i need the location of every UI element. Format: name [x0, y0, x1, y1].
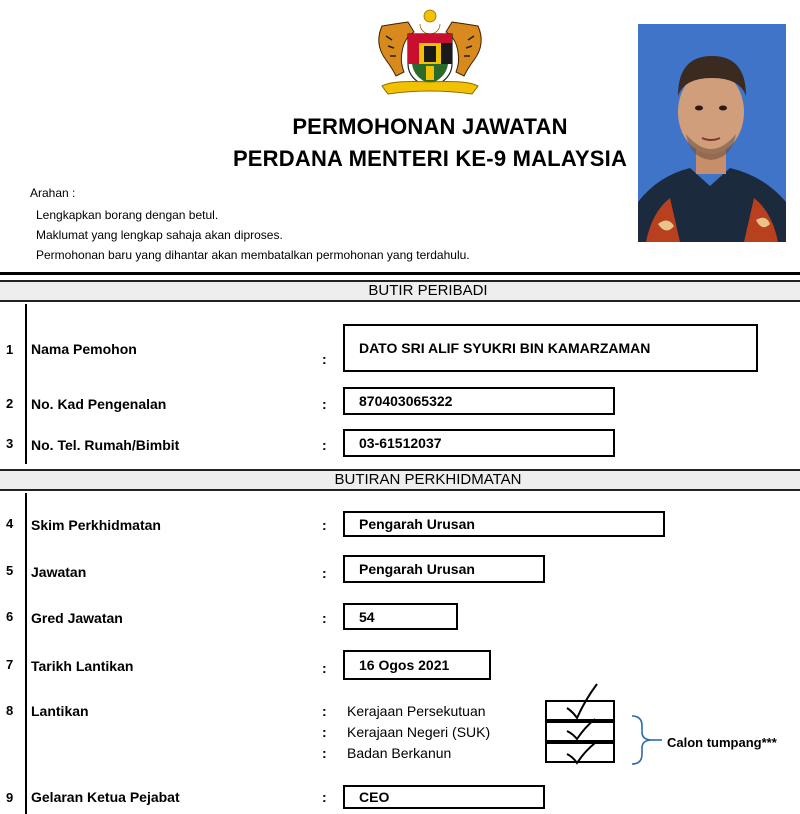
row-number: 6	[6, 609, 14, 624]
row-number: 7	[6, 657, 14, 672]
field-label-appointment-date: Tarikh Lantikan	[31, 658, 134, 674]
row-number: 5	[6, 563, 14, 578]
service-scheme-field[interactable]: Pengarah Urusan	[343, 511, 665, 537]
row-number: 9	[6, 790, 14, 805]
colon: :	[322, 789, 327, 805]
option-state-government: Kerajaan Negeri (SUK)	[347, 724, 491, 740]
field-label-grade: Gred Jawatan	[31, 610, 123, 626]
ic-number-field[interactable]: 870403065322	[343, 387, 615, 415]
grade-field[interactable]: 54	[343, 603, 458, 630]
field-label-office-head: Gelaran Ketua Pejabat	[31, 789, 180, 805]
colon: :	[322, 703, 327, 719]
applicant-name-field[interactable]: DATO SRI ALIF SYUKRI BIN KAMARZAMAN	[343, 324, 758, 372]
phone-field[interactable]: 03-61512037	[343, 429, 615, 457]
row-number: 8	[6, 703, 14, 718]
checkmarks-icon	[545, 682, 625, 768]
row-number: 1	[6, 342, 14, 357]
form-title-line2: PERDANA MENTERI KE-9 MALAYSIA	[232, 146, 628, 171]
colon: :	[322, 565, 327, 581]
option-statutory-body: Badan Berkanun	[347, 745, 452, 761]
appointment-date-field[interactable]: 16 Ogos 2021	[343, 650, 491, 680]
colon: :	[322, 724, 327, 740]
section-header-personal: BUTIR PERIBADI	[0, 280, 800, 302]
row-number: 3	[6, 436, 14, 451]
colon: :	[322, 610, 327, 626]
bracket-icon	[624, 712, 664, 768]
row-number: 2	[6, 396, 14, 411]
form-title-line1: PERMOHONAN JAWATAN	[292, 114, 568, 139]
calon-tumpang-note: Calon tumpang***	[667, 735, 777, 750]
field-label-appointment: Lantikan	[31, 703, 89, 719]
field-label-name: Nama Pemohon	[31, 341, 137, 357]
colon: :	[322, 351, 327, 367]
left-border	[25, 493, 27, 814]
instruction-item: Maklumat yang lengkap sahaja akan diproses.	[36, 228, 283, 242]
instruction-item: Permohonan baru yang dihantar akan membatalkan permohonan yang terdahulu.	[36, 248, 470, 262]
option-federal-government: Kerajaan Persekutuan	[347, 703, 486, 719]
malaysia-coat-of-arms-icon	[368, 6, 492, 102]
left-border	[25, 304, 27, 464]
field-label-ic: No. Kad Pengenalan	[31, 396, 167, 412]
office-head-title-field[interactable]: CEO	[343, 785, 545, 809]
divider	[0, 272, 800, 275]
colon: :	[322, 396, 327, 412]
position-field[interactable]: Pengarah Urusan	[343, 555, 545, 583]
instruction-item: Lengkapkan borang dengan betul.	[36, 208, 219, 222]
colon: :	[322, 517, 327, 533]
colon: :	[322, 745, 327, 761]
field-label-scheme: Skim Perkhidmatan	[31, 517, 161, 533]
colon: :	[322, 660, 327, 676]
row-number: 4	[6, 516, 14, 531]
section-header-service: BUTIRAN PERKHIDMATAN	[0, 469, 800, 491]
field-label-phone: No. Tel. Rumah/Bimbit	[31, 437, 180, 453]
instructions-heading: Arahan :	[30, 186, 76, 200]
colon: :	[322, 437, 327, 453]
field-label-position: Jawatan	[31, 564, 87, 580]
